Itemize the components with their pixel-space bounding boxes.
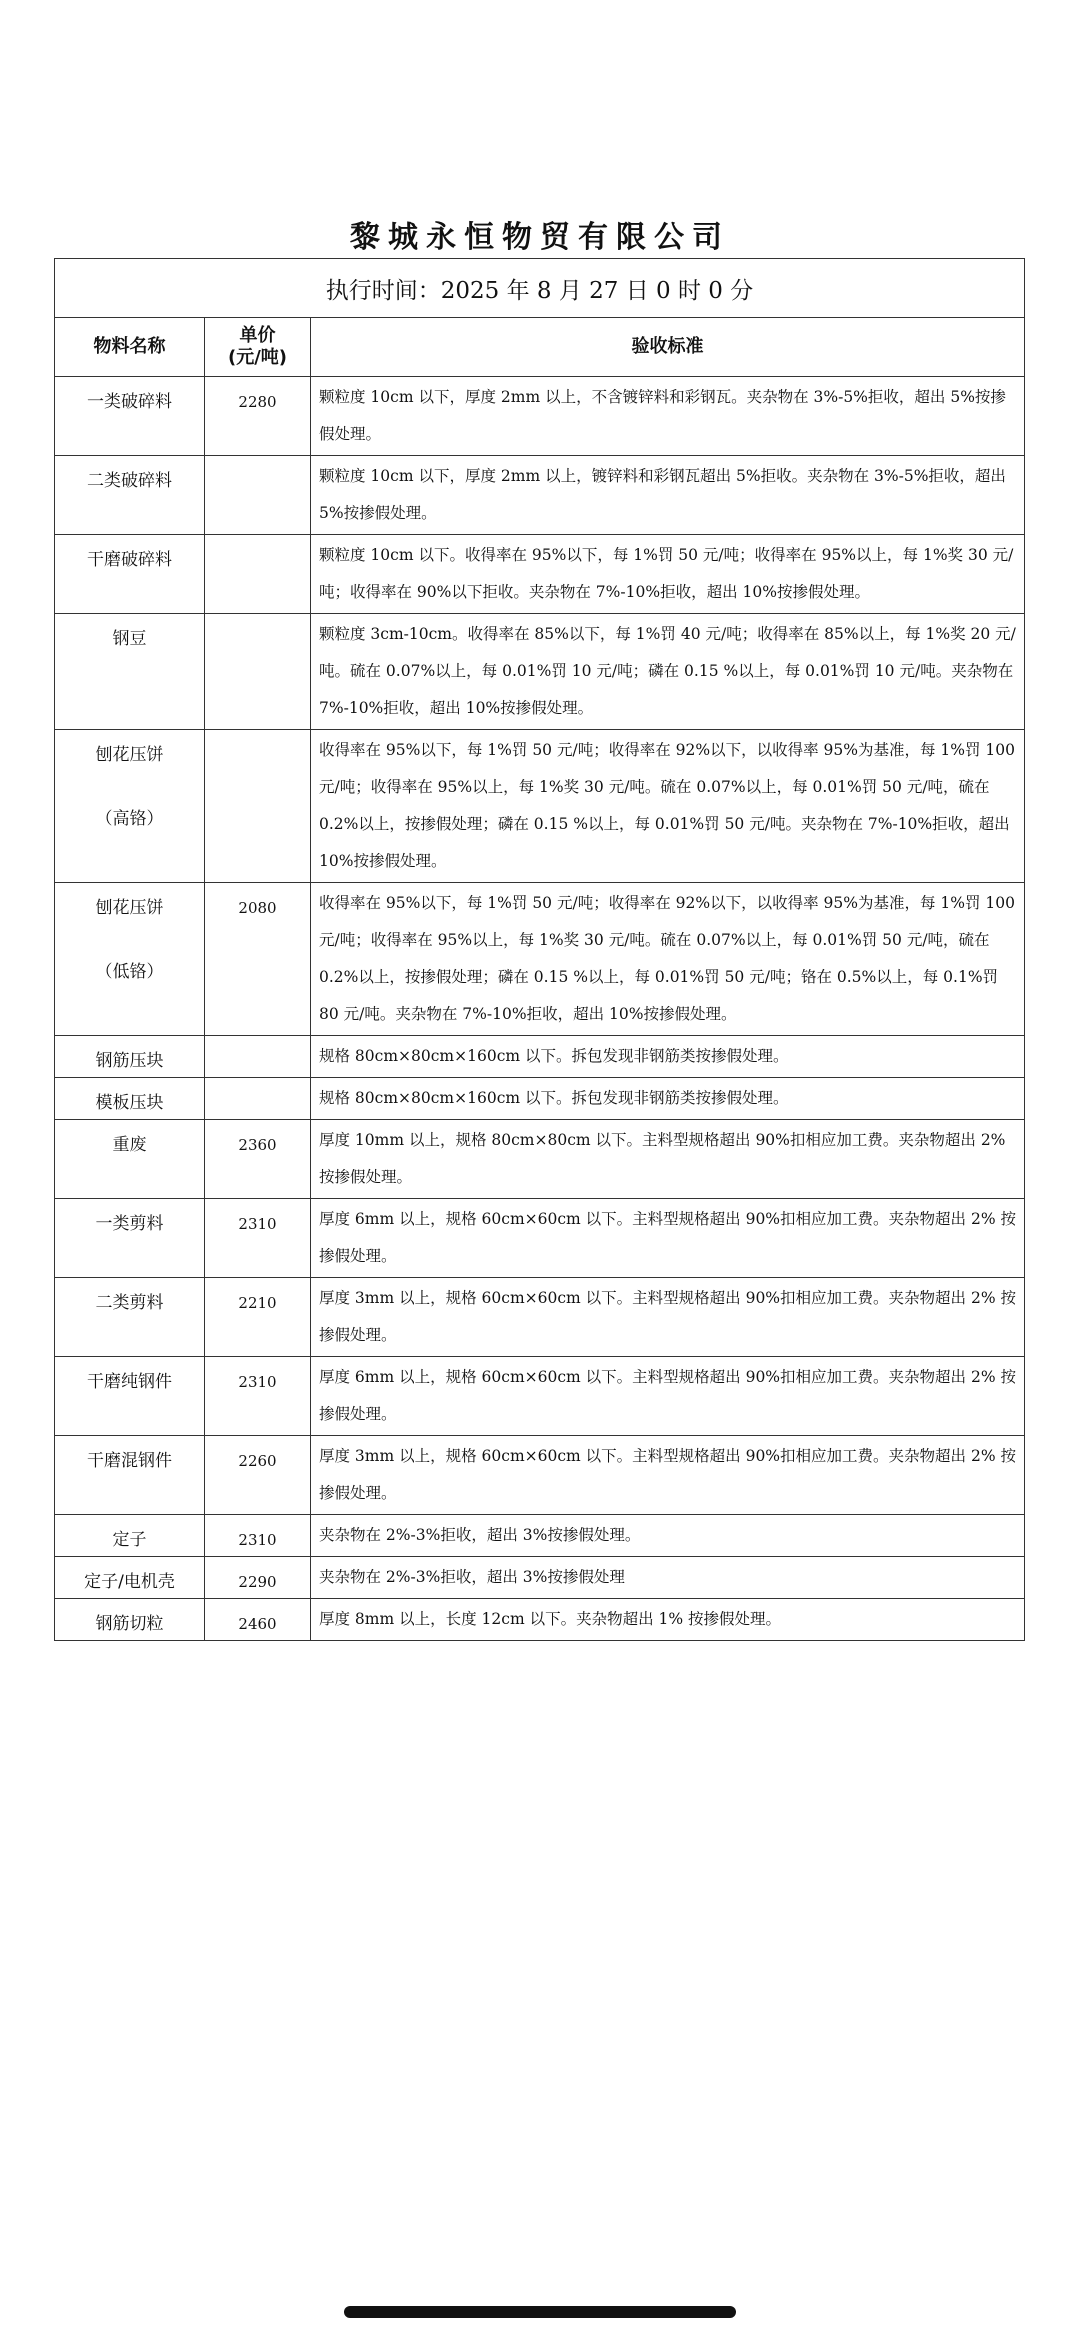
table-row [55,1278,1025,1357]
acceptance-standard: 厚度 6mm 以上，规格 60cm×60cm 以下。主料型规格超出 90%扣相应加工费。夹杂物超出 2% 按掺假处理。 [311,1357,1025,1436]
material-name: 模板压块 [95,1093,164,1113]
unit-price [205,614,311,730]
material-name-cell [55,614,205,730]
material-name-cell [55,1515,205,1557]
header-price-line2: (元/吨) [227,347,288,368]
acceptance-standard: 颗粒度 10cm 以下，厚度 2mm 以上，镀锌料和彩钢瓦超出 5%拒收。夹杂物在 3%-5%拒收，超出 5%按掺假处理。 [311,456,1025,535]
unit-price [205,730,311,883]
table-row [55,883,1025,1036]
material-name-cell [55,1357,205,1436]
acceptance-standard: 收得率在 95%以下，每 1%罚 50 元/吨；收得率在 92%以下，以收得率 95%为基准，每 1%罚 100 元/吨；收得率在 95%以上，每 1%奖 30 元/吨。硫在 0.07%以上，每 0.01%罚 50 元/吨，硫在 0.2%以上，按掺假处理；磷在 0.15 %以上，每 0.01%罚 50 元/吨；铬在 0.5%以上，每 0.1%罚 80 元/吨。夹杂物在 7%-10%拒收，超出 10%按掺假处理。 [311,883,1025,1036]
exec-time-row [55,259,1025,318]
exec-time: 执行时间：2025 年 8 月 27 日 0 时 0 分 [55,259,1025,318]
acceptance-standard: 规格 80cm×80cm×160cm 以下。拆包发现非钢筋类按掺假处理。 [311,1036,1025,1078]
table-row [55,1557,1025,1599]
material-name-cell [55,377,205,456]
acceptance-standard: 夹杂物在 2%-3%拒收，超出 3%按掺假处理。 [311,1515,1025,1557]
material-name: 干磨纯钢件 [87,1372,172,1392]
material-name: 一类剪料 [95,1214,164,1234]
unit-price: 2210 [205,1278,311,1357]
unit-price [205,535,311,614]
material-grade: （高铬） [95,809,164,829]
material-name: 钢豆 [112,629,147,649]
material-name: 定子/电机壳 [84,1572,175,1592]
unit-price [205,1036,311,1078]
price-table [54,258,1025,1641]
unit-price: 2310 [205,1199,311,1278]
price-table-container [54,258,1024,1641]
unit-price: 2280 [205,377,311,456]
material-name-cell [55,883,205,1036]
header-name: 物料名称 [55,318,205,377]
unit-price: 2290 [205,1557,311,1599]
material-name-cell [55,535,205,614]
table-row [55,1515,1025,1557]
acceptance-standard: 厚度 3mm 以上，规格 60cm×60cm 以下。主料型规格超出 90%扣相应加工费。夹杂物超出 2% 按掺假处理。 [311,1436,1025,1515]
page-title: 黎城永恒物贸有限公司 [350,220,730,255]
material-name: 二类破碎料 [87,471,172,491]
table-row [55,1036,1025,1078]
material-name-cell [55,1199,205,1278]
table-row [55,377,1025,456]
table-row [55,535,1025,614]
material-name: 重废 [112,1135,147,1155]
acceptance-standard: 规格 80cm×80cm×160cm 以下。拆包发现非钢筋类按掺假处理。 [311,1078,1025,1120]
material-name-cell [55,730,205,883]
unit-price: 2080 [205,883,311,1036]
unit-price: 2310 [205,1515,311,1557]
material-name-cell [55,1436,205,1515]
material-name-cell [55,1557,205,1599]
material-name-cell [55,1599,205,1641]
material-name: 刨花压饼 [95,745,164,765]
header-price-line1: 单价 [239,325,276,346]
table-row [55,614,1025,730]
unit-price: 2360 [205,1120,311,1199]
table-row [55,456,1025,535]
material-name: 钢筋切粒 [95,1614,164,1634]
header-row [55,318,1025,377]
unit-price [205,456,311,535]
material-name: 二类剪料 [95,1293,164,1313]
header-price [205,318,311,377]
unit-price [205,1078,311,1120]
unit-price: 2260 [205,1436,311,1515]
material-name: 钢筋压块 [95,1051,164,1071]
table-row [55,730,1025,883]
material-name-cell [55,1036,205,1078]
table-row [55,1120,1025,1199]
acceptance-standard: 夹杂物在 2%-3%拒收，超出 3%按掺假处理 [311,1557,1025,1599]
material-name: 刨花压饼 [95,898,164,918]
table-row [55,1357,1025,1436]
unit-price: 2310 [205,1357,311,1436]
material-name: 干磨混钢件 [87,1451,172,1471]
material-name: 定子 [112,1530,147,1550]
unit-price: 2460 [205,1599,311,1641]
material-name-cell [55,1120,205,1199]
material-grade: （低铬） [95,962,164,982]
header-standard: 验收标准 [311,318,1025,377]
material-name-cell [55,1278,205,1357]
material-name: 干磨破碎料 [87,550,172,570]
home-indicator[interactable] [344,2306,736,2318]
acceptance-standard: 厚度 10mm 以上，规格 80cm×80cm 以下。主料型规格超出 90%扣相应加工费。夹杂物超出 2% 按掺假处理。 [311,1120,1025,1199]
acceptance-standard: 厚度 6mm 以上，规格 60cm×60cm 以下。主料型规格超出 90%扣相应加工费。夹杂物超出 2% 按掺假处理。 [311,1199,1025,1278]
acceptance-standard: 颗粒度 10cm 以下。收得率在 95%以下，每 1%罚 50 元/吨；收得率在 95%以上，每 1%奖 30 元/吨；收得率在 90%以下拒收。夹杂物在 7%-10%拒收，超出 10%按掺假处理。 [311,535,1025,614]
table-row [55,1436,1025,1515]
table-row [55,1078,1025,1120]
acceptance-standard: 颗粒度 3cm-10cm。收得率在 85%以下，每 1%罚 40 元/吨；收得率在 85%以上，每 1%奖 20 元/吨。硫在 0.07%以上，每 0.01%罚 10 元/吨；磷在 0.15 %以上，每 0.01%罚 10 元/吨。夹杂物在 7%-10%拒收，超出 10%按掺假处理。 [311,614,1025,730]
material-name: 一类破碎料 [87,392,172,412]
table-row [55,1599,1025,1641]
acceptance-standard: 厚度 8mm 以上，长度 12cm 以下。夹杂物超出 1% 按掺假处理。 [311,1599,1025,1641]
table-row [55,1199,1025,1278]
acceptance-standard: 收得率在 95%以下，每 1%罚 50 元/吨；收得率在 92%以下，以收得率 95%为基准，每 1%罚 100 元/吨；收得率在 95%以上，每 1%奖 30 元/吨。硫在 0.07%以上，每 0.01%罚 50 元/吨，硫在 0.2%以上，按掺假处理；磷在 0.15 %以上，每 0.01%罚 50 元/吨。夹杂物在 7%-10%拒收，超出 10%按掺假处理。 [311,730,1025,883]
acceptance-standard: 颗粒度 10cm 以下，厚度 2mm 以上，不含镀锌料和彩钢瓦。夹杂物在 3%-5%拒收，超出 5%按掺假处理。 [311,377,1025,456]
acceptance-standard: 厚度 3mm 以上，规格 60cm×60cm 以下。主料型规格超出 90%扣相应加工费。夹杂物超出 2% 按掺假处理。 [311,1278,1025,1357]
material-name-cell [55,456,205,535]
material-name-cell [55,1078,205,1120]
